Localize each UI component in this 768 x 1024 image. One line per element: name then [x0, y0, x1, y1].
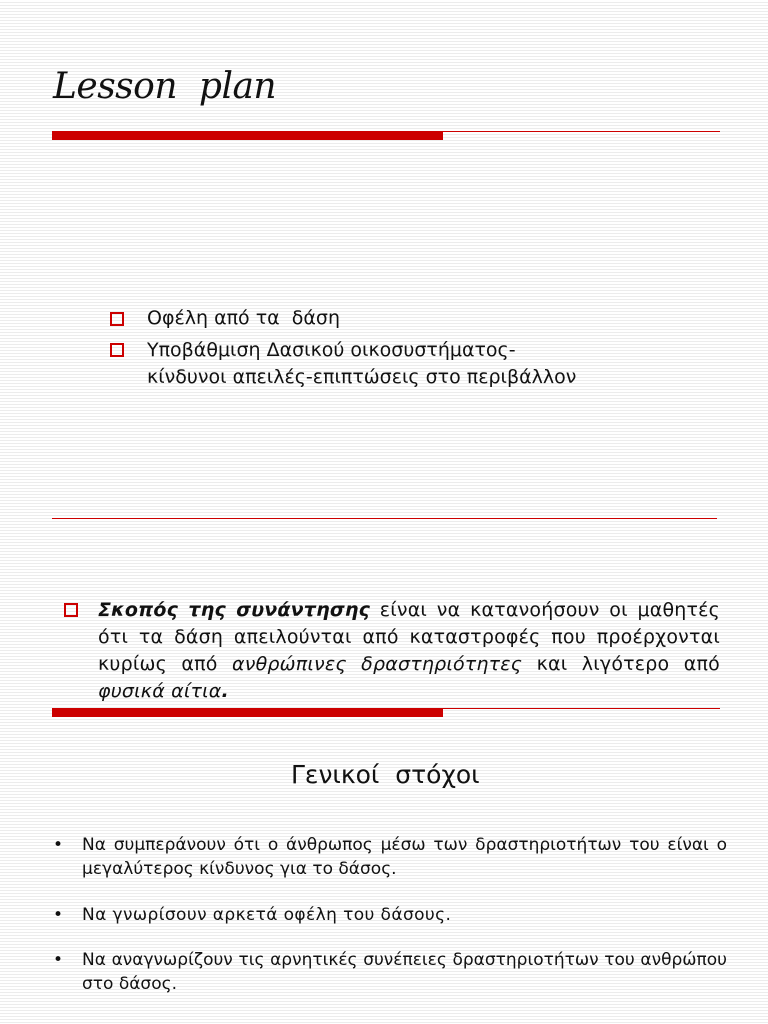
purpose-underline-thick: [52, 708, 443, 717]
purpose-italic-1: ανθρώπινες δραστηριότητες: [232, 653, 523, 675]
bullet-degradation: [147, 337, 576, 391]
goal-bullet: •: [53, 835, 64, 855]
slide-title: Lesson plan: [53, 66, 277, 107]
slide-divider: [52, 518, 717, 519]
bullet-degradation-line2: κίνδυνοι απειλές-επιπτώσεις στο περιβάλλον: [147, 366, 577, 388]
square-bullet-icon: [110, 312, 124, 326]
goal-item: Να αναγνωρίζουν τις αρνητικές συνέπειες δραστηριοτήτων του ανθρώπου στο δάσος.: [82, 950, 727, 994]
purpose-italic-2: φυσικά αίτια: [98, 680, 222, 702]
goal-bullet: •: [53, 950, 64, 970]
purpose-paragraph: [98, 597, 720, 705]
title-underline-thin: [443, 131, 720, 132]
title-underline-thick: [52, 131, 443, 140]
goal-bullet: •: [53, 905, 64, 925]
square-bullet-icon: [64, 603, 78, 617]
bullet-benefits: Οφέλη από τα δάση: [147, 307, 340, 329]
purpose-lead: Σκοπός της συνάντησης: [98, 599, 371, 621]
purpose-text-1: είναι να κατανοήσουν οι μαθητές ότι τα δάση απειλούνται από καταστροφές που προέρχονται κυρίως από: [98, 599, 721, 675]
purpose-underline-thin: [443, 708, 720, 709]
goal-item: Να συμπεράνουν ότι ο άνθρωπος μέσω των δραστηριοτήτων του είναι ο μεγαλύτερος κίνδυνος για το δάσος.: [82, 835, 727, 879]
goal-item: Να γνωρίσουν αρκετά οφέλη του δάσους.: [82, 905, 452, 925]
purpose-end: .: [221, 680, 229, 702]
square-bullet-icon: [110, 343, 124, 357]
purpose-text-2: και λιγότερο από: [522, 653, 720, 675]
bullet-degradation-line1: Υποβάθμιση Δασικού οικοσυστήματος-: [147, 339, 516, 361]
goals-heading: Γενικοί στόχοι: [291, 760, 480, 789]
